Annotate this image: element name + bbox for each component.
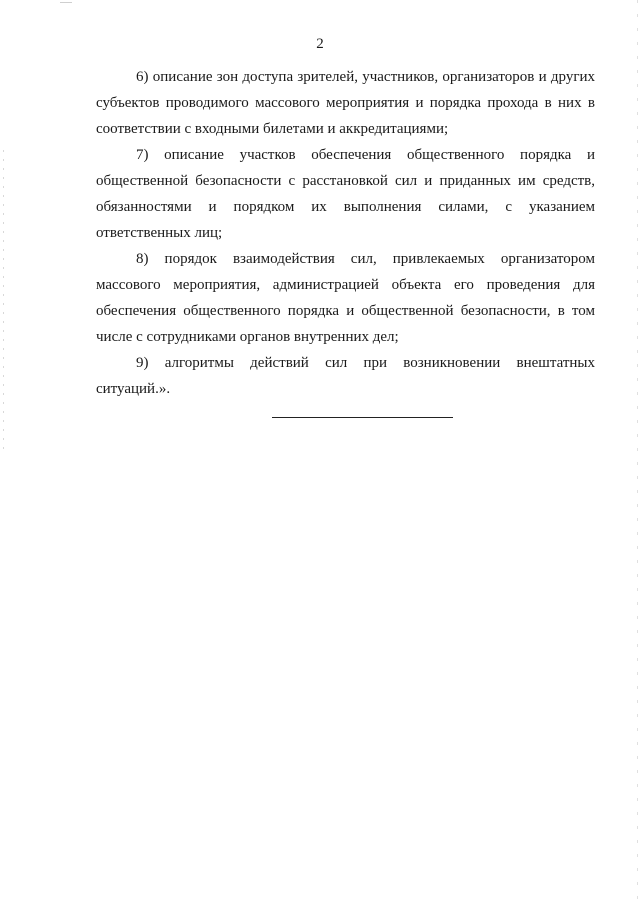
document-body (96, 64, 595, 402)
list-item-7: 7) описание участков обеспечения общественного порядка и общественной безопасности с расстановкой сил и приданных им средств, обязанностями и порядком их выполнения силами, с указанием ответственных лиц; (96, 147, 595, 241)
list-item-6: 6) описание зон доступа зрителей, участников, организаторов и других субъектов проводимого массового мероприятия и порядка прохода в них в соответствии с входными билетами и аккредитациями; (96, 69, 595, 137)
scan-artifact (637, 0, 638, 905)
list-item-8: 8) порядок взаимодействия сил, привлекаемых организатором массового мероприятия, администрацией объекта его проведения для обеспечения общественного порядка и общественной безопасности, в том числе с сотрудниками органов внутренних дел; (96, 251, 595, 345)
list-item-9: 9) алгоритмы действий сил при возникновении внештатных ситуаций.». (96, 355, 595, 397)
end-divider-line (272, 417, 453, 418)
scan-artifact (3, 150, 4, 450)
scan-artifact (60, 2, 72, 3)
page-number: 2 (316, 36, 324, 52)
